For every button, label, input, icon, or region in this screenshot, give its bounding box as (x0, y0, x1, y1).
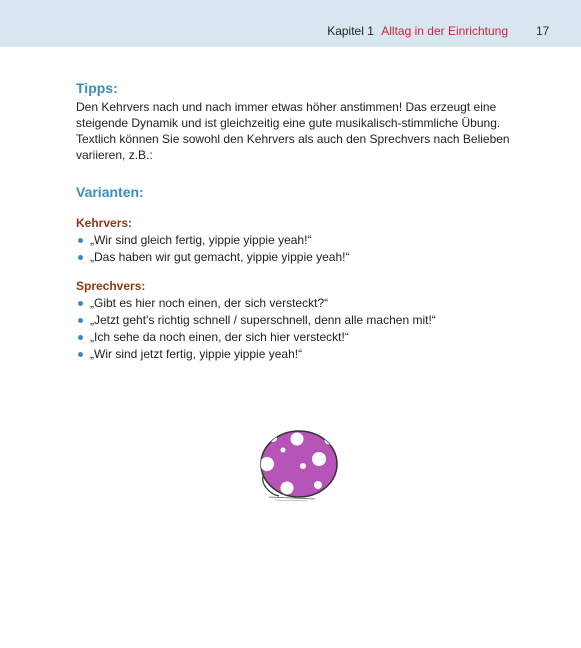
tips-paragraph: Den Kehrvers nach und nach immer etwas höher anstimmen! Das erzeugt eine steigende Dynamik und ist gleichzeitig eine gute musikalisch-stimmliche Übung. (76, 100, 501, 130)
list-item: „Wir sind jetzt fertig, yippie yippie yeah!“ (76, 346, 516, 362)
list-item: „Das haben wir gut gemacht, yippie yippie yeah!“ (76, 249, 516, 265)
kehrvers-list (76, 232, 516, 265)
list-item: „Wir sind gleich fertig, yippie yippie yeah!“ (76, 232, 516, 248)
variants-heading: Varianten: (76, 184, 144, 200)
list-item: „Ich sehe da noch einen, der sich hier versteckt!“ (76, 329, 516, 345)
list-item: „Gibt es hier noch einen, der sich versteckt?“ (76, 295, 516, 311)
page-number: 17 (536, 24, 550, 38)
chapter-label: Kapitel 1 (327, 24, 374, 38)
chapter-title: Alltag in der Einrichtung (381, 24, 508, 38)
kehrvers-heading: Kehrvers: (76, 216, 133, 230)
running-head (0, 23, 508, 39)
tips-heading: Tipps: (76, 80, 118, 96)
list-item: „Jetzt geht's richtig schnell / superschnell, denn alle machen mit!“ (76, 312, 516, 328)
sprechvers-heading: Sprechvers: (76, 279, 146, 293)
sprechvers-list (76, 295, 516, 362)
tips-paragraph: Textlich können Sie sowohl den Kehrvers als auch den Sprechvers nach Belieben variieren, z.B.: (76, 132, 510, 162)
page-content (76, 79, 516, 363)
polka-dot-ball-icon (255, 428, 345, 503)
